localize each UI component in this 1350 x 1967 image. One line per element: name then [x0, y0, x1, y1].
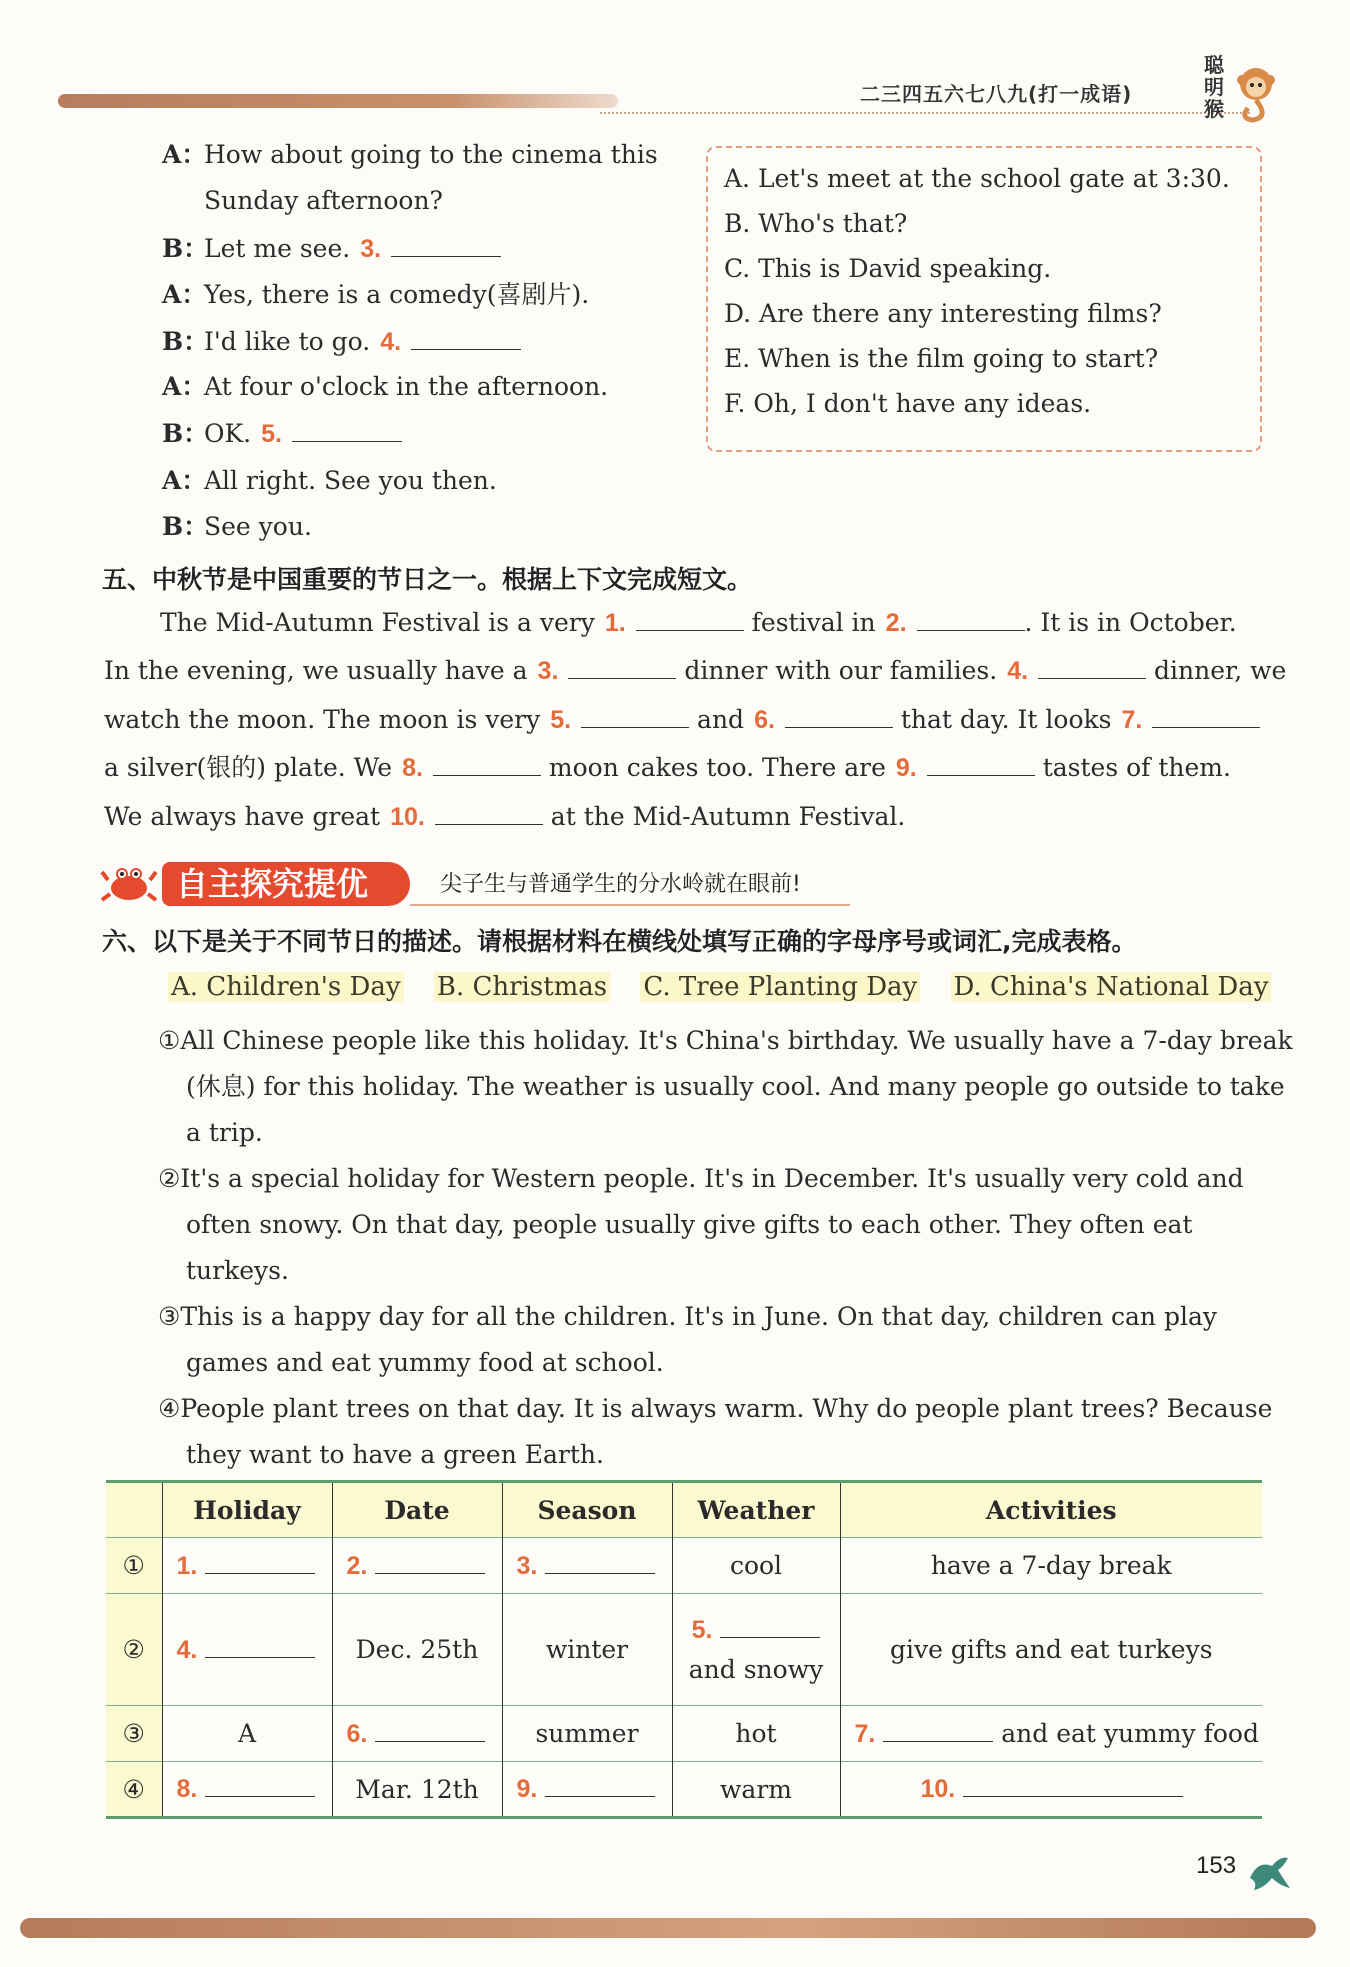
s5-line-4	[104, 752, 1231, 783]
blank-number: 8.	[402, 754, 423, 782]
answer-blank[interactable]	[435, 801, 543, 825]
blank-number: 7.	[854, 1719, 876, 1748]
answer-blank[interactable]	[411, 326, 521, 350]
cell-weather: hot	[672, 1706, 840, 1762]
option-f: F. Oh, I don't have any ideas.	[724, 389, 1092, 418]
passage-2-line-3: turkeys.	[186, 1256, 289, 1285]
answer-blank[interactable]	[785, 704, 893, 728]
table-header-weather: Weather	[672, 1482, 840, 1538]
choice-c: C. Tree Planting Day	[640, 972, 920, 1002]
option-b: B. Who's that?	[724, 209, 908, 238]
blank-number: 3.	[516, 1551, 538, 1580]
passage-1-line-1: ①All Chinese people like this holiday. It's China's birthday. We usually have a 7-day break	[158, 1026, 1293, 1055]
section-6-title: 六、以下是关于不同节日的描述。请根据材料在横线处填写正确的字母序号或词汇,完成表格。	[102, 927, 1137, 956]
activity-tail: and eat yummy food	[1001, 1718, 1259, 1748]
blank-number: 4.	[380, 328, 402, 356]
answer-blank[interactable]	[917, 607, 1025, 631]
table-row	[106, 1762, 1262, 1818]
row-number: ②	[106, 1594, 162, 1706]
text: In the evening, we usually have a	[104, 656, 528, 685]
holiday-table	[106, 1480, 1262, 1819]
cell-activities: give gifts and eat turkeys	[840, 1594, 1262, 1706]
blank-number: 10.	[390, 803, 425, 831]
blank-number: 3.	[360, 235, 382, 263]
cell-activities	[840, 1762, 1262, 1818]
s5-line-1	[160, 607, 1237, 638]
blank-number: 3.	[537, 657, 559, 685]
cell-weather	[672, 1594, 840, 1706]
blank-number: 1.	[604, 609, 626, 637]
blank-number: 2.	[346, 1551, 368, 1580]
dialogue-text: See you.	[204, 512, 312, 541]
table-header-blank	[106, 1482, 162, 1538]
choice-a: A. Children's Day	[168, 972, 404, 1002]
text: that day. It looks	[900, 705, 1112, 734]
dialogue-text: OK.	[204, 419, 252, 448]
s5-line-3	[104, 704, 1260, 735]
passage-1-line-3: a trip.	[186, 1118, 263, 1147]
table-header-season: Season	[502, 1482, 672, 1538]
answer-blank[interactable]	[375, 1720, 485, 1742]
answer-blank[interactable]	[568, 655, 676, 679]
crab-icon	[100, 860, 158, 908]
table-header-activities: Activities	[840, 1482, 1262, 1538]
dialogue-line-3	[162, 233, 501, 264]
passage-3-line-1: ③This is a happy day for all the children. It's in June. On that day, children can play	[158, 1302, 1218, 1331]
passage-2-line-1: ②It's a special holiday for Western people. It's in December. It's usually very cold and	[158, 1164, 1244, 1193]
cell-holiday: A	[162, 1706, 332, 1762]
passage-3-line-2: games and eat yummy food at school.	[186, 1348, 664, 1377]
cell-date	[332, 1706, 502, 1762]
dialogue-text: At four o'clock in the afternoon.	[204, 372, 609, 401]
text: festival in	[751, 608, 876, 637]
blank-number: 9.	[516, 1775, 538, 1803]
answer-blank[interactable]	[1038, 655, 1146, 679]
text: . It is in October.	[1024, 608, 1237, 637]
passage-4-line-2: they want to have a green Earth.	[186, 1440, 604, 1469]
speaker: A：	[162, 140, 207, 169]
passage-2-line-2: often snowy. On that day, people usually give gifts to each other. They often eat	[186, 1210, 1193, 1239]
blank-number: 10.	[920, 1775, 956, 1803]
cell-date: Dec. 25th	[332, 1594, 502, 1706]
blank-number: 1.	[176, 1551, 198, 1580]
holiday-choices	[168, 972, 1293, 1002]
answer-blank[interactable]	[1152, 704, 1260, 728]
table-header-date: Date	[332, 1482, 502, 1538]
logo-text: 聪明猴	[1204, 53, 1224, 121]
speaker: B：	[162, 327, 209, 356]
cell-weather: warm	[672, 1762, 840, 1818]
section-banner: 自主探究提优	[162, 862, 410, 906]
cell-date: Mar. 12th	[332, 1762, 502, 1818]
answer-blank[interactable]	[391, 233, 501, 257]
answer-blank[interactable]	[927, 752, 1035, 776]
text: and	[697, 705, 745, 734]
banner-note: 尖子生与普通学生的分水岭就在眼前!	[410, 866, 850, 906]
dialogue-line-6	[162, 372, 608, 402]
dialogue-line-5	[162, 326, 521, 357]
text: a silver(银的) plate. We	[104, 753, 393, 782]
text: dinner with our families.	[684, 656, 998, 685]
speaker: A：	[162, 466, 207, 495]
header-bar	[58, 94, 618, 108]
cell-holiday	[162, 1594, 332, 1706]
cell-holiday	[162, 1762, 332, 1818]
cell-date	[332, 1538, 502, 1594]
cell-holiday	[162, 1538, 332, 1594]
dialogue-line-4	[162, 280, 589, 310]
row-number: ③	[106, 1706, 162, 1762]
dialogue-text: All right. See you then.	[204, 466, 497, 495]
text: tastes of them.	[1042, 753, 1231, 782]
dialogue-text: How about going to the cinema this	[204, 140, 658, 169]
speaker: A：	[162, 372, 207, 401]
choice-b: B. Christmas	[434, 972, 610, 1002]
option-e: E. When is the film going to start?	[724, 344, 1159, 373]
blank-number: 8.	[176, 1775, 198, 1803]
text: The Mid-Autumn Festival is a very	[160, 608, 595, 637]
answer-blank[interactable]	[205, 1552, 315, 1574]
table-row	[106, 1594, 1262, 1706]
dialogue-text: I'd like to go.	[204, 327, 371, 356]
cell-season: winter	[502, 1594, 672, 1706]
row-number: ④	[106, 1762, 162, 1818]
answer-blank[interactable]	[581, 704, 689, 728]
dialogue-line-1	[162, 140, 658, 170]
row-number: ①	[106, 1538, 162, 1594]
blank-number: 6.	[754, 706, 775, 734]
table-header-holiday: Holiday	[162, 1482, 332, 1538]
speaker: B：	[162, 419, 209, 448]
weather-tail: and snowy	[688, 1655, 824, 1684]
s5-line-5	[104, 801, 905, 832]
answer-blank[interactable]	[292, 418, 402, 442]
s5-line-2	[104, 655, 1286, 686]
answer-blank[interactable]	[205, 1636, 315, 1658]
cell-season: summer	[502, 1706, 672, 1762]
dialogue-text: Yes, there is a comedy(喜剧片).	[204, 280, 590, 309]
blank-number: 5.	[550, 706, 572, 734]
table-row	[106, 1706, 1262, 1762]
header-divider	[600, 112, 1250, 114]
blank-number: 2.	[885, 609, 907, 637]
blank-number: 4.	[176, 1635, 198, 1664]
text: dinner, we	[1154, 656, 1287, 685]
dialogue-line-9	[162, 512, 312, 542]
answer-blank[interactable]	[963, 1775, 1183, 1797]
answer-blank[interactable]	[636, 607, 744, 631]
table-row	[106, 1538, 1262, 1594]
blank-number: 6.	[346, 1719, 368, 1748]
answer-blank[interactable]	[433, 752, 541, 776]
choice-d: D. China's National Day	[951, 972, 1272, 1002]
answer-blank[interactable]	[205, 1775, 315, 1797]
monkey-logo-icon	[1200, 54, 1282, 126]
dialogue-text: Sunday afternoon?	[204, 186, 443, 215]
blank-number: 4.	[1007, 657, 1029, 685]
dialogue-text: Let me see.	[204, 234, 351, 263]
section-5-title: 五、中秋节是中国重要的节日之一。根据上下文完成短文。	[102, 565, 753, 594]
option-a: A. Let's meet at the school gate at 3:30.	[724, 164, 1230, 193]
text: watch the moon. The moon is very	[104, 705, 541, 734]
dinosaur-icon	[1244, 1848, 1294, 1894]
blank-number: 5.	[261, 420, 282, 448]
speaker: B：	[162, 512, 209, 541]
answer-blank[interactable]	[545, 1552, 655, 1574]
answer-blank[interactable]	[883, 1720, 993, 1742]
dialogue-line-7	[162, 418, 402, 449]
cell-activities	[840, 1706, 1262, 1762]
speaker: A：	[162, 280, 207, 309]
dialogue-line-2	[204, 186, 443, 216]
blank-number: 7.	[1121, 706, 1143, 734]
option-c: C. This is David speaking.	[724, 254, 1052, 283]
text: We always have great	[104, 802, 381, 831]
cell-season	[502, 1762, 672, 1818]
answer-blank[interactable]	[375, 1552, 485, 1574]
passage-1-line-2: (休息) for this holiday. The weather is usually cool. And many people go outside to take	[186, 1072, 1285, 1101]
blank-number: 5.	[691, 1616, 713, 1644]
passage-4-line-1: ④People plant trees on that day. It is always warm. Why do people plant trees? Because	[158, 1394, 1273, 1423]
page-number: 153	[1196, 1852, 1237, 1879]
speaker: B：	[162, 234, 209, 263]
table-header-row	[106, 1482, 1262, 1538]
blank-number: 9.	[895, 754, 917, 782]
cell-weather: cool	[672, 1538, 840, 1594]
option-d: D. Are there any interesting films?	[724, 299, 1162, 328]
cell-season	[502, 1538, 672, 1594]
header-riddle: 二三四五六七八九(打一成语)	[860, 82, 1133, 106]
text: moon cakes too. There are	[548, 753, 886, 782]
answer-blank[interactable]	[545, 1775, 655, 1797]
text: at the Mid-Autumn Festival.	[550, 802, 906, 831]
cell-activities: have a 7-day break	[840, 1538, 1262, 1594]
dialogue-line-8	[162, 466, 497, 496]
answer-blank[interactable]	[720, 1616, 820, 1638]
footer-bar	[20, 1918, 1316, 1938]
